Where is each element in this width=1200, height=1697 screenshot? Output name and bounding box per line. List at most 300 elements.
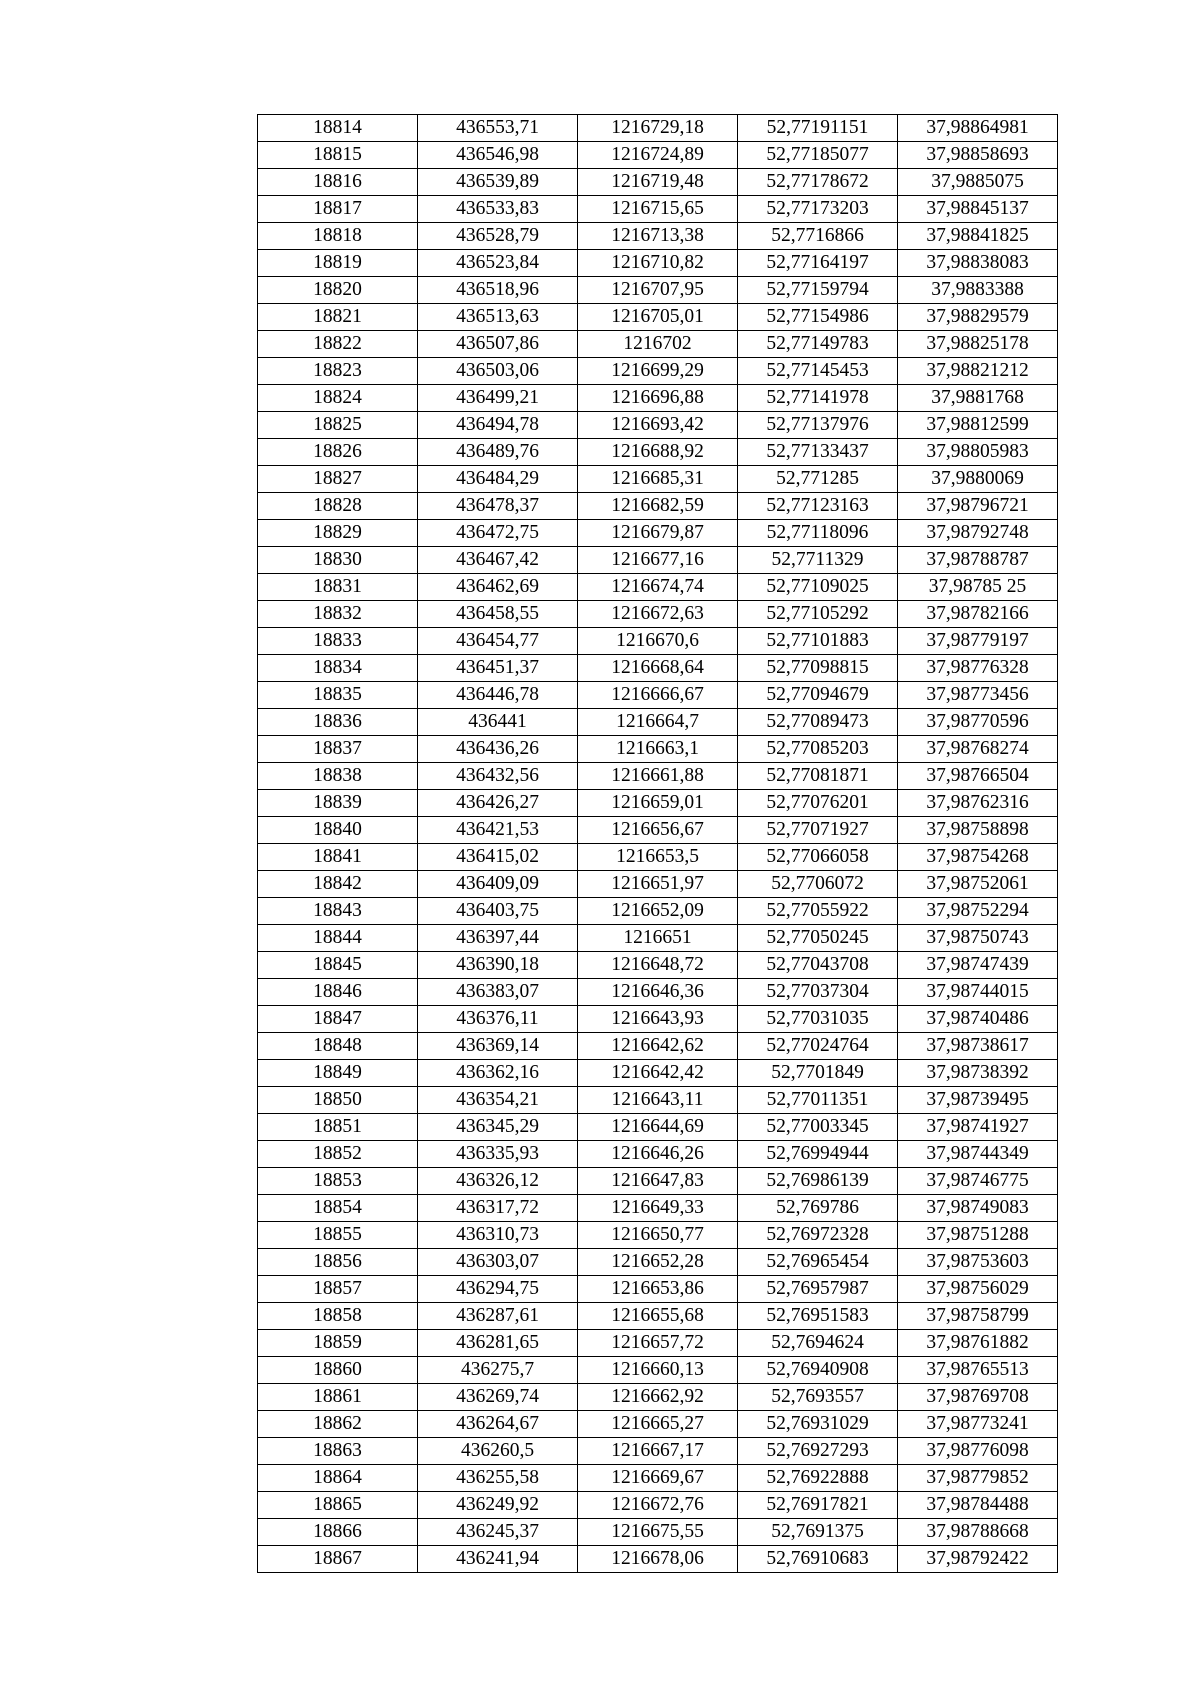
latitude-cell: 52,77154986: [738, 304, 898, 331]
x-coordinate-cell: 436294,75: [418, 1276, 578, 1303]
y-coordinate-cell: 1216659,01: [578, 790, 738, 817]
x-coordinate-cell: 436409,09: [418, 871, 578, 898]
y-coordinate-cell: 1216661,88: [578, 763, 738, 790]
table-row: [258, 871, 1058, 898]
x-coordinate-cell: 436494,78: [418, 412, 578, 439]
x-coordinate-cell: 436310,73: [418, 1222, 578, 1249]
point-number-cell: 18843: [258, 898, 418, 925]
latitude-cell: 52,77101883: [738, 628, 898, 655]
table-row: [258, 925, 1058, 952]
point-number-cell: 18817: [258, 196, 418, 223]
x-coordinate-cell: 436446,78: [418, 682, 578, 709]
x-coordinate-cell: 436432,56: [418, 763, 578, 790]
table-row: [258, 1087, 1058, 1114]
longitude-cell: 37,98752061: [898, 871, 1058, 898]
x-coordinate-cell: 436317,72: [418, 1195, 578, 1222]
table-row: [258, 169, 1058, 196]
x-coordinate-cell: 436376,11: [418, 1006, 578, 1033]
longitude-cell: 37,98845137: [898, 196, 1058, 223]
latitude-cell: 52,77133437: [738, 439, 898, 466]
y-coordinate-cell: 1216648,72: [578, 952, 738, 979]
longitude-cell: 37,98769708: [898, 1384, 1058, 1411]
longitude-cell: 37,98838083: [898, 250, 1058, 277]
longitude-cell: 37,98747439: [898, 952, 1058, 979]
table-row: [258, 1168, 1058, 1195]
point-number-cell: 18853: [258, 1168, 418, 1195]
x-coordinate-cell: 436255,58: [418, 1465, 578, 1492]
y-coordinate-cell: 1216702: [578, 331, 738, 358]
x-coordinate-cell: 436383,07: [418, 979, 578, 1006]
table-row: [258, 736, 1058, 763]
coordinates-table-body: [258, 115, 1058, 1573]
point-number-cell: 18826: [258, 439, 418, 466]
table-row: [258, 898, 1058, 925]
x-coordinate-cell: 436390,18: [418, 952, 578, 979]
table-row: [258, 304, 1058, 331]
y-coordinate-cell: 1216699,29: [578, 358, 738, 385]
table-row: [258, 412, 1058, 439]
latitude-cell: 52,77081871: [738, 763, 898, 790]
y-coordinate-cell: 1216651,97: [578, 871, 738, 898]
y-coordinate-cell: 1216650,77: [578, 1222, 738, 1249]
longitude-cell: 37,98751288: [898, 1222, 1058, 1249]
y-coordinate-cell: 1216729,18: [578, 115, 738, 142]
latitude-cell: 52,77149783: [738, 331, 898, 358]
x-coordinate-cell: 436441: [418, 709, 578, 736]
point-number-cell: 18818: [258, 223, 418, 250]
longitude-cell: 37,98829579: [898, 304, 1058, 331]
point-number-cell: 18841: [258, 844, 418, 871]
latitude-cell: 52,77011351: [738, 1087, 898, 1114]
longitude-cell: 37,98738392: [898, 1060, 1058, 1087]
point-number-cell: 18857: [258, 1276, 418, 1303]
point-number-cell: 18847: [258, 1006, 418, 1033]
point-number-cell: 18828: [258, 493, 418, 520]
y-coordinate-cell: 1216666,67: [578, 682, 738, 709]
x-coordinate-cell: 436507,86: [418, 331, 578, 358]
x-coordinate-cell: 436484,29: [418, 466, 578, 493]
latitude-cell: 52,76922888: [738, 1465, 898, 1492]
y-coordinate-cell: 1216652,09: [578, 898, 738, 925]
latitude-cell: 52,76910683: [738, 1546, 898, 1573]
longitude-cell: 37,98756029: [898, 1276, 1058, 1303]
x-coordinate-cell: 436528,79: [418, 223, 578, 250]
latitude-cell: 52,76986139: [738, 1168, 898, 1195]
y-coordinate-cell: 1216644,69: [578, 1114, 738, 1141]
table-row: [258, 1276, 1058, 1303]
table-row: [258, 1222, 1058, 1249]
longitude-cell: 37,98744015: [898, 979, 1058, 1006]
y-coordinate-cell: 1216653,5: [578, 844, 738, 871]
point-number-cell: 18852: [258, 1141, 418, 1168]
longitude-cell: 37,9881768: [898, 385, 1058, 412]
point-number-cell: 18859: [258, 1330, 418, 1357]
longitude-cell: 37,98768274: [898, 736, 1058, 763]
point-number-cell: 18842: [258, 871, 418, 898]
table-row: [258, 1519, 1058, 1546]
x-coordinate-cell: 436275,7: [418, 1357, 578, 1384]
table-row: [258, 655, 1058, 682]
x-coordinate-cell: 436518,96: [418, 277, 578, 304]
table-row: [258, 682, 1058, 709]
table-row: [258, 1195, 1058, 1222]
x-coordinate-cell: 436335,93: [418, 1141, 578, 1168]
table-row: [258, 466, 1058, 493]
y-coordinate-cell: 1216649,33: [578, 1195, 738, 1222]
x-coordinate-cell: 436467,42: [418, 547, 578, 574]
latitude-cell: 52,77191151: [738, 115, 898, 142]
x-coordinate-cell: 436249,92: [418, 1492, 578, 1519]
longitude-cell: 37,98825178: [898, 331, 1058, 358]
table-row: [258, 1384, 1058, 1411]
x-coordinate-cell: 436553,71: [418, 115, 578, 142]
latitude-cell: 52,77003345: [738, 1114, 898, 1141]
longitude-cell: 37,98821212: [898, 358, 1058, 385]
y-coordinate-cell: 1216665,27: [578, 1411, 738, 1438]
table-row: [258, 547, 1058, 574]
longitude-cell: 37,98752294: [898, 898, 1058, 925]
latitude-cell: 52,77141978: [738, 385, 898, 412]
longitude-cell: 37,98758799: [898, 1303, 1058, 1330]
longitude-cell: 37,98773456: [898, 682, 1058, 709]
y-coordinate-cell: 1216646,26: [578, 1141, 738, 1168]
latitude-cell: 52,7691375: [738, 1519, 898, 1546]
table-row: [258, 1006, 1058, 1033]
y-coordinate-cell: 1216652,28: [578, 1249, 738, 1276]
y-coordinate-cell: 1216678,06: [578, 1546, 738, 1573]
point-number-cell: 18814: [258, 115, 418, 142]
longitude-cell: 37,98841825: [898, 223, 1058, 250]
latitude-cell: 52,77173203: [738, 196, 898, 223]
longitude-cell: 37,98785 25: [898, 574, 1058, 601]
table-row: [258, 1438, 1058, 1465]
table-row: [258, 385, 1058, 412]
longitude-cell: 37,98858693: [898, 142, 1058, 169]
longitude-cell: 37,98739495: [898, 1087, 1058, 1114]
y-coordinate-cell: 1216679,87: [578, 520, 738, 547]
longitude-cell: 37,98788668: [898, 1519, 1058, 1546]
point-number-cell: 18856: [258, 1249, 418, 1276]
latitude-cell: 52,7694624: [738, 1330, 898, 1357]
longitude-cell: 37,98753603: [898, 1249, 1058, 1276]
point-number-cell: 18844: [258, 925, 418, 952]
x-coordinate-cell: 436533,83: [418, 196, 578, 223]
latitude-cell: 52,77159794: [738, 277, 898, 304]
latitude-cell: 52,76972328: [738, 1222, 898, 1249]
longitude-cell: 37,98792748: [898, 520, 1058, 547]
longitude-cell: 37,98796721: [898, 493, 1058, 520]
longitude-cell: 37,98740486: [898, 1006, 1058, 1033]
x-coordinate-cell: 436303,07: [418, 1249, 578, 1276]
x-coordinate-cell: 436503,06: [418, 358, 578, 385]
x-coordinate-cell: 436397,44: [418, 925, 578, 952]
y-coordinate-cell: 1216675,55: [578, 1519, 738, 1546]
latitude-cell: 52,77185077: [738, 142, 898, 169]
x-coordinate-cell: 436451,37: [418, 655, 578, 682]
longitude-cell: 37,98776098: [898, 1438, 1058, 1465]
table-row: [258, 331, 1058, 358]
table-row: [258, 358, 1058, 385]
longitude-cell: 37,98770596: [898, 709, 1058, 736]
point-number-cell: 18834: [258, 655, 418, 682]
y-coordinate-cell: 1216705,01: [578, 304, 738, 331]
point-number-cell: 18832: [258, 601, 418, 628]
y-coordinate-cell: 1216685,31: [578, 466, 738, 493]
latitude-cell: 52,77043708: [738, 952, 898, 979]
y-coordinate-cell: 1216668,64: [578, 655, 738, 682]
point-number-cell: 18854: [258, 1195, 418, 1222]
point-number-cell: 18861: [258, 1384, 418, 1411]
x-coordinate-cell: 436269,74: [418, 1384, 578, 1411]
point-number-cell: 18855: [258, 1222, 418, 1249]
latitude-cell: 52,77066058: [738, 844, 898, 871]
table-row: [258, 1357, 1058, 1384]
table-row: [258, 952, 1058, 979]
longitude-cell: 37,9880069: [898, 466, 1058, 493]
longitude-cell: 37,98776328: [898, 655, 1058, 682]
longitude-cell: 37,9883388: [898, 277, 1058, 304]
y-coordinate-cell: 1216707,95: [578, 277, 738, 304]
x-coordinate-cell: 436287,61: [418, 1303, 578, 1330]
point-number-cell: 18824: [258, 385, 418, 412]
y-coordinate-cell: 1216670,6: [578, 628, 738, 655]
table-row: [258, 439, 1058, 466]
latitude-cell: 52,77076201: [738, 790, 898, 817]
point-number-cell: 18863: [258, 1438, 418, 1465]
x-coordinate-cell: 436264,67: [418, 1411, 578, 1438]
x-coordinate-cell: 436241,94: [418, 1546, 578, 1573]
y-coordinate-cell: 1216664,7: [578, 709, 738, 736]
table-row: [258, 520, 1058, 547]
coordinates-table-container: [257, 114, 1058, 1573]
y-coordinate-cell: 1216642,62: [578, 1033, 738, 1060]
table-row: [258, 709, 1058, 736]
point-number-cell: 18825: [258, 412, 418, 439]
longitude-cell: 37,98812599: [898, 412, 1058, 439]
latitude-cell: 52,76931029: [738, 1411, 898, 1438]
latitude-cell: 52,77031035: [738, 1006, 898, 1033]
table-row: [258, 115, 1058, 142]
y-coordinate-cell: 1216713,38: [578, 223, 738, 250]
y-coordinate-cell: 1216642,42: [578, 1060, 738, 1087]
table-row: [258, 628, 1058, 655]
table-row: [258, 1330, 1058, 1357]
longitude-cell: 37,98784488: [898, 1492, 1058, 1519]
latitude-cell: 52,77178672: [738, 169, 898, 196]
y-coordinate-cell: 1216655,68: [578, 1303, 738, 1330]
x-coordinate-cell: 436489,76: [418, 439, 578, 466]
longitude-cell: 37,98741927: [898, 1114, 1058, 1141]
table-row: [258, 1303, 1058, 1330]
y-coordinate-cell: 1216710,82: [578, 250, 738, 277]
table-row: [258, 223, 1058, 250]
table-row: [258, 763, 1058, 790]
y-coordinate-cell: 1216672,63: [578, 601, 738, 628]
table-row: [258, 1492, 1058, 1519]
x-coordinate-cell: 436454,77: [418, 628, 578, 655]
table-row: [258, 1249, 1058, 1276]
table-row: [258, 493, 1058, 520]
y-coordinate-cell: 1216688,92: [578, 439, 738, 466]
y-coordinate-cell: 1216656,67: [578, 817, 738, 844]
y-coordinate-cell: 1216672,76: [578, 1492, 738, 1519]
x-coordinate-cell: 436354,21: [418, 1087, 578, 1114]
point-number-cell: 18819: [258, 250, 418, 277]
y-coordinate-cell: 1216662,92: [578, 1384, 738, 1411]
point-number-cell: 18858: [258, 1303, 418, 1330]
point-number-cell: 18864: [258, 1465, 418, 1492]
coordinates-table: [257, 114, 1058, 1573]
point-number-cell: 18837: [258, 736, 418, 763]
latitude-cell: 52,769786: [738, 1195, 898, 1222]
latitude-cell: 52,7701849: [738, 1060, 898, 1087]
table-row: [258, 277, 1058, 304]
longitude-cell: 37,98788787: [898, 547, 1058, 574]
point-number-cell: 18822: [258, 331, 418, 358]
latitude-cell: 52,77055922: [738, 898, 898, 925]
longitude-cell: 37,98738617: [898, 1033, 1058, 1060]
latitude-cell: 52,7693557: [738, 1384, 898, 1411]
y-coordinate-cell: 1216682,59: [578, 493, 738, 520]
longitude-cell: 37,98779197: [898, 628, 1058, 655]
longitude-cell: 37,98766504: [898, 763, 1058, 790]
longitude-cell: 37,98762316: [898, 790, 1058, 817]
y-coordinate-cell: 1216677,16: [578, 547, 738, 574]
latitude-cell: 52,7711329: [738, 547, 898, 574]
x-coordinate-cell: 436523,84: [418, 250, 578, 277]
x-coordinate-cell: 436426,27: [418, 790, 578, 817]
table-row: [258, 844, 1058, 871]
y-coordinate-cell: 1216669,67: [578, 1465, 738, 1492]
x-coordinate-cell: 436478,37: [418, 493, 578, 520]
table-row: [258, 601, 1058, 628]
point-number-cell: 18866: [258, 1519, 418, 1546]
longitude-cell: 37,98749083: [898, 1195, 1058, 1222]
point-number-cell: 18820: [258, 277, 418, 304]
x-coordinate-cell: 436458,55: [418, 601, 578, 628]
longitude-cell: 37,98761882: [898, 1330, 1058, 1357]
y-coordinate-cell: 1216724,89: [578, 142, 738, 169]
x-coordinate-cell: 436281,65: [418, 1330, 578, 1357]
table-row: [258, 790, 1058, 817]
table-row: [258, 574, 1058, 601]
x-coordinate-cell: 436245,37: [418, 1519, 578, 1546]
point-number-cell: 18838: [258, 763, 418, 790]
x-coordinate-cell: 436436,26: [418, 736, 578, 763]
latitude-cell: 52,77123163: [738, 493, 898, 520]
longitude-cell: 37,9885075: [898, 169, 1058, 196]
latitude-cell: 52,76951583: [738, 1303, 898, 1330]
y-coordinate-cell: 1216674,74: [578, 574, 738, 601]
point-number-cell: 18862: [258, 1411, 418, 1438]
x-coordinate-cell: 436421,53: [418, 817, 578, 844]
point-number-cell: 18823: [258, 358, 418, 385]
y-coordinate-cell: 1216653,86: [578, 1276, 738, 1303]
longitude-cell: 37,98792422: [898, 1546, 1058, 1573]
longitude-cell: 37,98758898: [898, 817, 1058, 844]
table-row: [258, 1465, 1058, 1492]
latitude-cell: 52,76957987: [738, 1276, 898, 1303]
x-coordinate-cell: 436260,5: [418, 1438, 578, 1465]
y-coordinate-cell: 1216651: [578, 925, 738, 952]
longitude-cell: 37,98744349: [898, 1141, 1058, 1168]
y-coordinate-cell: 1216643,93: [578, 1006, 738, 1033]
point-number-cell: 18830: [258, 547, 418, 574]
point-number-cell: 18850: [258, 1087, 418, 1114]
table-row: [258, 1060, 1058, 1087]
table-row: [258, 1411, 1058, 1438]
x-coordinate-cell: 436415,02: [418, 844, 578, 871]
point-number-cell: 18835: [258, 682, 418, 709]
y-coordinate-cell: 1216696,88: [578, 385, 738, 412]
x-coordinate-cell: 436539,89: [418, 169, 578, 196]
latitude-cell: 52,77118096: [738, 520, 898, 547]
point-number-cell: 18849: [258, 1060, 418, 1087]
table-row: [258, 979, 1058, 1006]
latitude-cell: 52,77098815: [738, 655, 898, 682]
table-row: [258, 1114, 1058, 1141]
point-number-cell: 18833: [258, 628, 418, 655]
table-row: [258, 1546, 1058, 1573]
point-number-cell: 18815: [258, 142, 418, 169]
longitude-cell: 37,98782166: [898, 601, 1058, 628]
point-number-cell: 18827: [258, 466, 418, 493]
latitude-cell: 52,771285: [738, 466, 898, 493]
longitude-cell: 37,98864981: [898, 115, 1058, 142]
x-coordinate-cell: 436499,21: [418, 385, 578, 412]
y-coordinate-cell: 1216647,83: [578, 1168, 738, 1195]
y-coordinate-cell: 1216719,48: [578, 169, 738, 196]
longitude-cell: 37,98773241: [898, 1411, 1058, 1438]
y-coordinate-cell: 1216657,72: [578, 1330, 738, 1357]
point-number-cell: 18829: [258, 520, 418, 547]
latitude-cell: 52,77164197: [738, 250, 898, 277]
longitude-cell: 37,98746775: [898, 1168, 1058, 1195]
x-coordinate-cell: 436362,16: [418, 1060, 578, 1087]
y-coordinate-cell: 1216660,13: [578, 1357, 738, 1384]
latitude-cell: 52,77089473: [738, 709, 898, 736]
table-row: [258, 817, 1058, 844]
x-coordinate-cell: 436472,75: [418, 520, 578, 547]
point-number-cell: 18867: [258, 1546, 418, 1573]
x-coordinate-cell: 436513,63: [418, 304, 578, 331]
point-number-cell: 18845: [258, 952, 418, 979]
y-coordinate-cell: 1216667,17: [578, 1438, 738, 1465]
latitude-cell: 52,77094679: [738, 682, 898, 709]
point-number-cell: 18831: [258, 574, 418, 601]
point-number-cell: 18860: [258, 1357, 418, 1384]
latitude-cell: 52,76994944: [738, 1141, 898, 1168]
longitude-cell: 37,98750743: [898, 925, 1058, 952]
y-coordinate-cell: 1216715,65: [578, 196, 738, 223]
point-number-cell: 18840: [258, 817, 418, 844]
table-row: [258, 142, 1058, 169]
table-row: [258, 1033, 1058, 1060]
latitude-cell: 52,77024764: [738, 1033, 898, 1060]
y-coordinate-cell: 1216643,11: [578, 1087, 738, 1114]
latitude-cell: 52,77085203: [738, 736, 898, 763]
point-number-cell: 18865: [258, 1492, 418, 1519]
point-number-cell: 18848: [258, 1033, 418, 1060]
latitude-cell: 52,7716866: [738, 223, 898, 250]
y-coordinate-cell: 1216693,42: [578, 412, 738, 439]
latitude-cell: 52,77137976: [738, 412, 898, 439]
latitude-cell: 52,76927293: [738, 1438, 898, 1465]
latitude-cell: 52,76917821: [738, 1492, 898, 1519]
y-coordinate-cell: 1216663,1: [578, 736, 738, 763]
longitude-cell: 37,98754268: [898, 844, 1058, 871]
x-coordinate-cell: 436326,12: [418, 1168, 578, 1195]
